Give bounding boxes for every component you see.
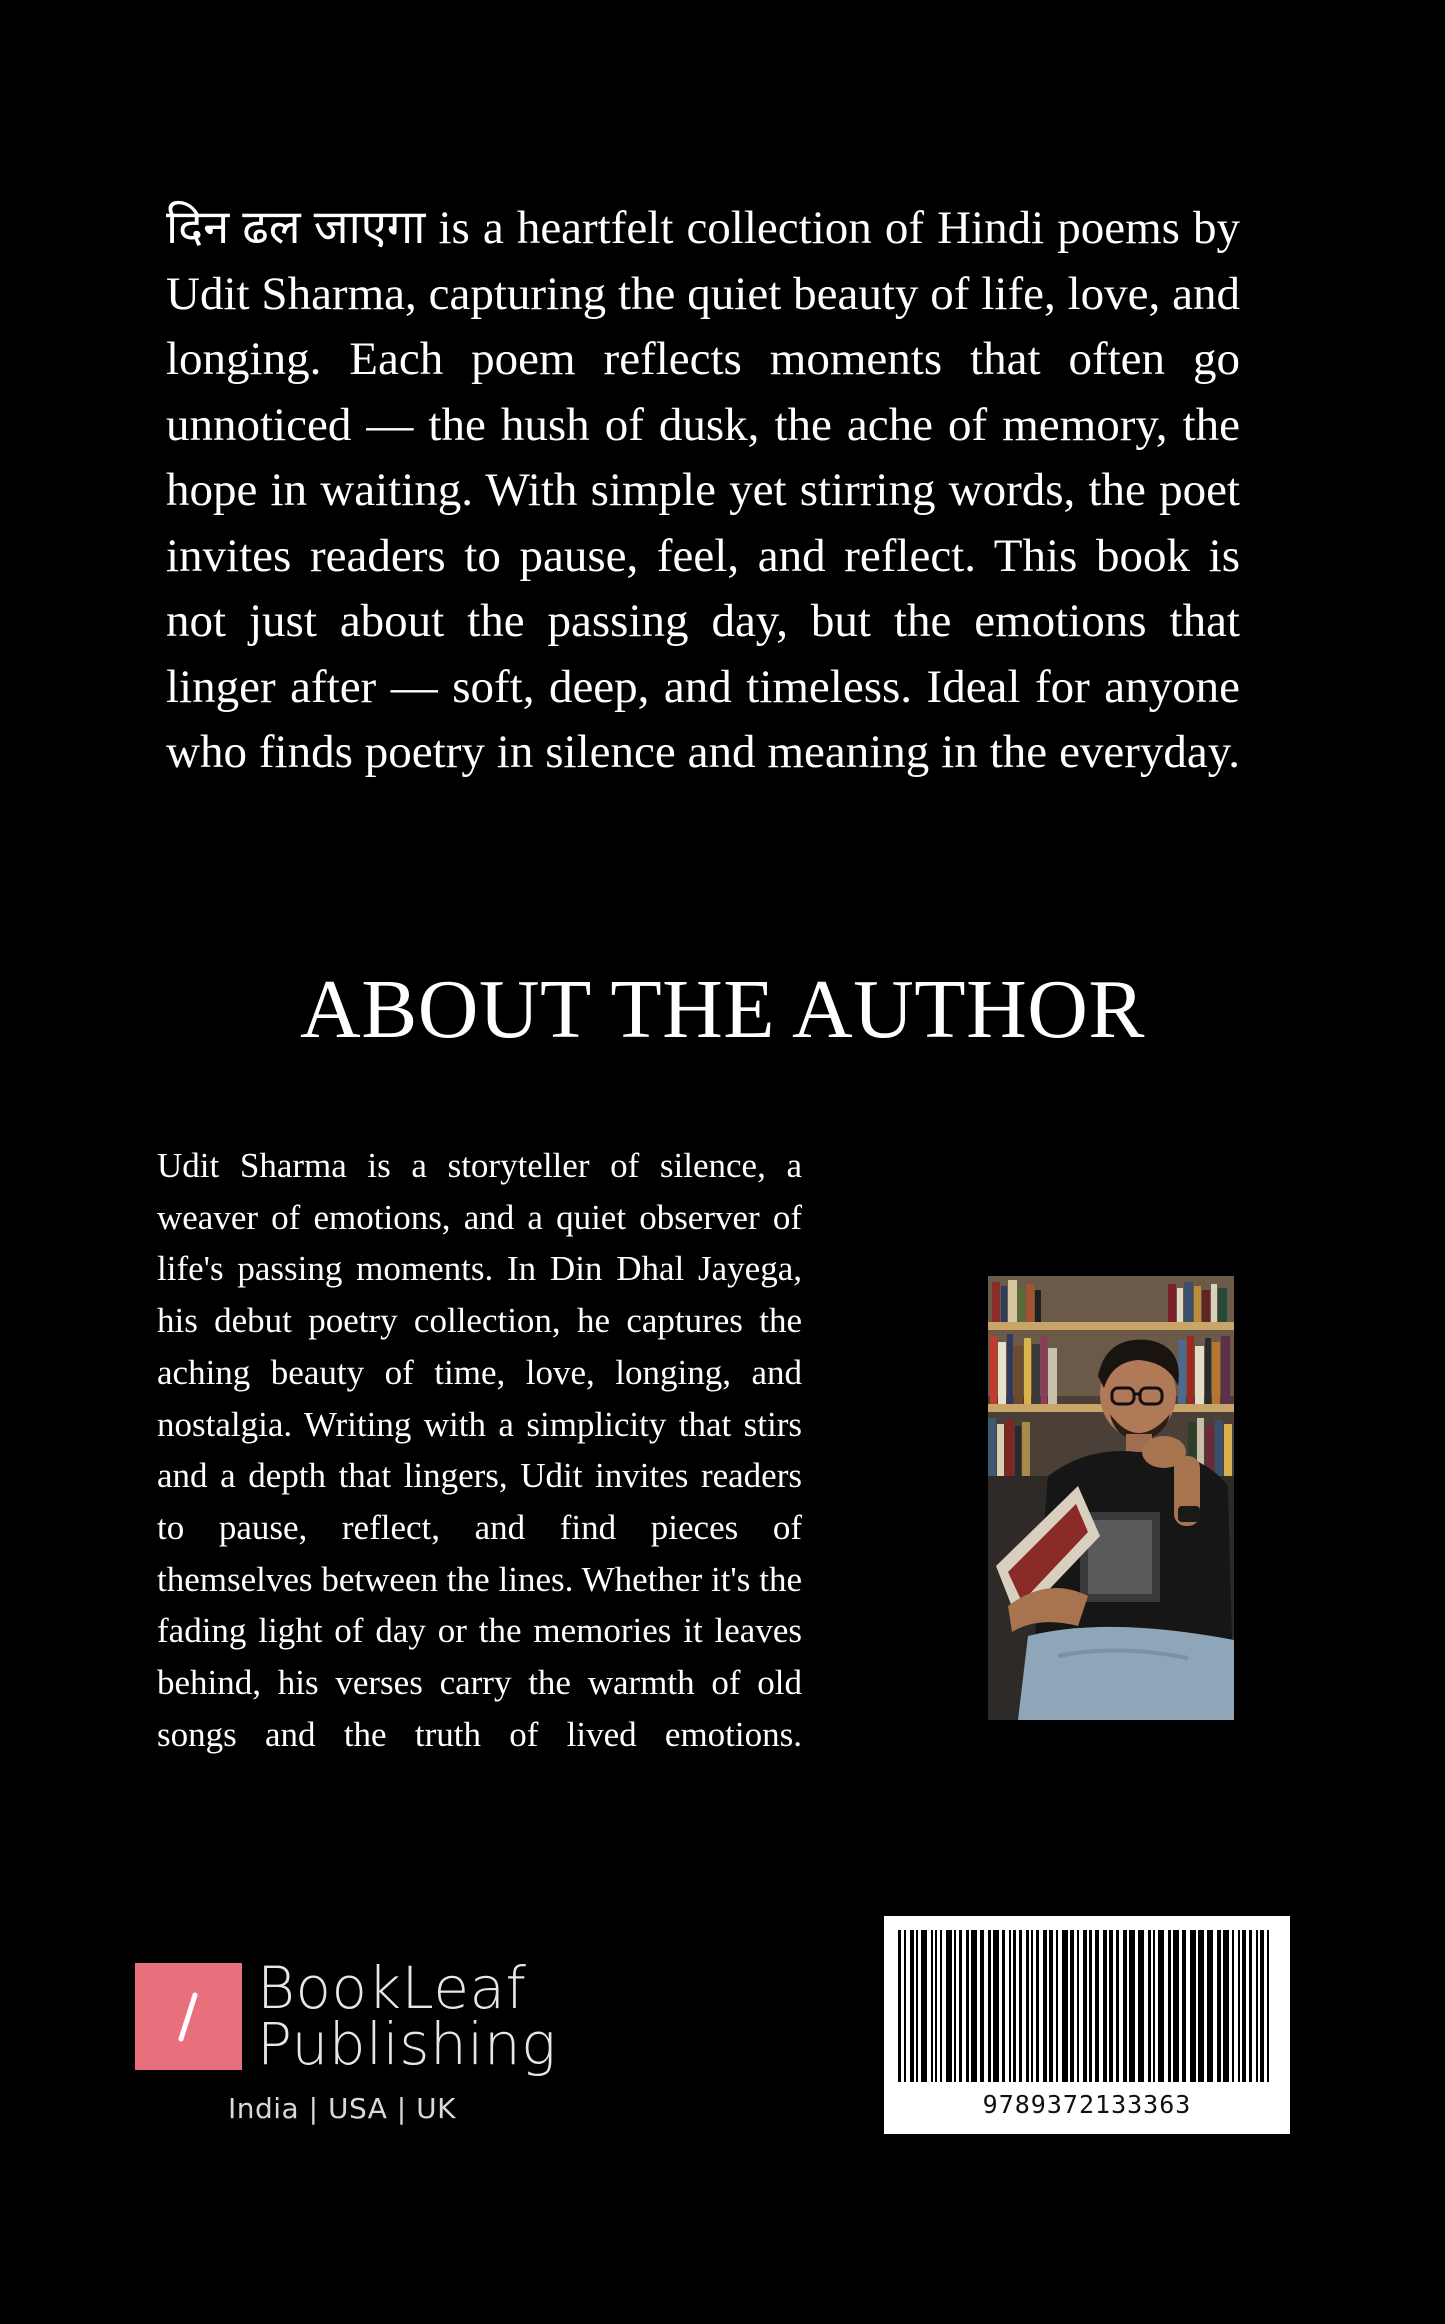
barcode-bar — [1056, 1930, 1058, 2082]
publisher-name-line1: BookLeaf — [257, 1954, 527, 2022]
barcode-bar — [1036, 1930, 1039, 2082]
barcode-bar — [1049, 1930, 1053, 2082]
barcode-bar — [940, 1930, 942, 2082]
publisher-regions: India | USA | UK — [228, 2092, 456, 2125]
barcode-bar — [1103, 1930, 1107, 2082]
barcode-bar — [1123, 1930, 1127, 2082]
barcode-bar — [1070, 1930, 1074, 2082]
isbn-number: 9789372133363 — [982, 2090, 1192, 2119]
barcode-bar — [1043, 1930, 1047, 2082]
barcode-bar — [1138, 1930, 1144, 2082]
barcode-bar — [1109, 1930, 1113, 2082]
barcode-bar — [1173, 1930, 1179, 2082]
barcode-bar — [935, 1930, 937, 2082]
barcode-bar — [959, 1930, 962, 2082]
barcode-bar — [1116, 1930, 1119, 2082]
barcode-bar — [904, 1930, 906, 2082]
isbn-barcode — [884, 1916, 1290, 2134]
barcode-bar — [1158, 1930, 1164, 2082]
barcode-bar — [1002, 1930, 1005, 2082]
publisher-name-line2: Publishing — [257, 2010, 557, 2078]
barcode-bar — [1207, 1930, 1213, 2082]
slash-logo-icon — [135, 1963, 242, 2070]
barcode-bar — [1062, 1930, 1068, 2082]
barcode-bar — [1190, 1930, 1196, 2082]
author-photo — [988, 1276, 1234, 1720]
about-author-heading: ABOUT THE AUTHOR — [300, 963, 1145, 1056]
barcode-bar — [1083, 1930, 1087, 2082]
barcode-bar — [971, 1930, 977, 2082]
barcode-bar — [1267, 1930, 1269, 2082]
barcode-bar — [1217, 1930, 1221, 2082]
barcode-bar — [980, 1930, 984, 2082]
barcode-bar — [921, 1930, 927, 2082]
barcode-bar — [1026, 1930, 1029, 2082]
barcode-bar — [1009, 1930, 1011, 2082]
barcode-bar — [1019, 1930, 1022, 2082]
barcode-bar — [916, 1930, 918, 2082]
barcode-bar — [988, 1930, 991, 2082]
barcode-bar — [1089, 1930, 1092, 2082]
barcode-bar — [946, 1930, 952, 2082]
barcode-bar — [1260, 1930, 1264, 2082]
barcode-bar — [1198, 1930, 1204, 2082]
barcode-bar — [1077, 1930, 1079, 2082]
barcode-bar — [1153, 1930, 1155, 2082]
barcode-bar — [1182, 1930, 1186, 2082]
barcode-bar — [1242, 1930, 1246, 2082]
barcode-bar — [1095, 1930, 1099, 2082]
barcode-bar — [1013, 1930, 1016, 2082]
book-blurb: दिन ढल जाएगा is a heartfelt collection of Hindi poems by Udit Sharma, capturing the quiet beauty of life, love, and longing. Each poem reflects moments that often go unnoticed — the hush of dusk, the ache of memory, the hope in waiting. With simple yet stirring words, the poet invites readers to pause, feel, and reflect. This book is not just about the passing day, but the emotions that linger after — soft, deep, and timeless. Ideal for anyone who finds poetry in silence and meaning in the everyday. — [166, 202, 1240, 778]
author-bio: Udit Sharma is a storyteller of silence, a weaver of emotions, and a quiet observer of life's passing moments. In Din Dhal Jayega, his debut poetry collection, he captures the aching beauty of time, love, longing, and nostalgia. Writing with a simplicity that stirs and a depth that lingers, Udit invites readers to pause, reflect, and find pieces of themselves between the lines. Whether it's the fading light of day or the memories it leaves behind, his verses carry the warmth of old songs and the truth of lived emotions. — [157, 1146, 802, 1754]
barcode-bar — [1168, 1930, 1171, 2082]
barcode-bar — [1223, 1930, 1229, 2082]
barcode-bar — [910, 1930, 914, 2082]
barcode-bar — [1232, 1930, 1234, 2082]
publisher-logo — [135, 1954, 557, 2125]
barcode-bar — [898, 1930, 901, 2082]
barcode-bar — [1249, 1930, 1252, 2082]
barcode-bar — [1256, 1930, 1258, 2082]
barcode-bar — [966, 1930, 969, 2082]
barcode-bar — [1148, 1930, 1151, 2082]
barcode-icon — [884, 1916, 1290, 2090]
barcode-bar — [993, 1930, 999, 2082]
barcode-bar — [1238, 1930, 1240, 2082]
barcode-bar — [1031, 1930, 1033, 2082]
barcode-bar — [931, 1930, 933, 2082]
barcode-bar — [1129, 1930, 1135, 2082]
barcode-bar — [954, 1930, 956, 2082]
